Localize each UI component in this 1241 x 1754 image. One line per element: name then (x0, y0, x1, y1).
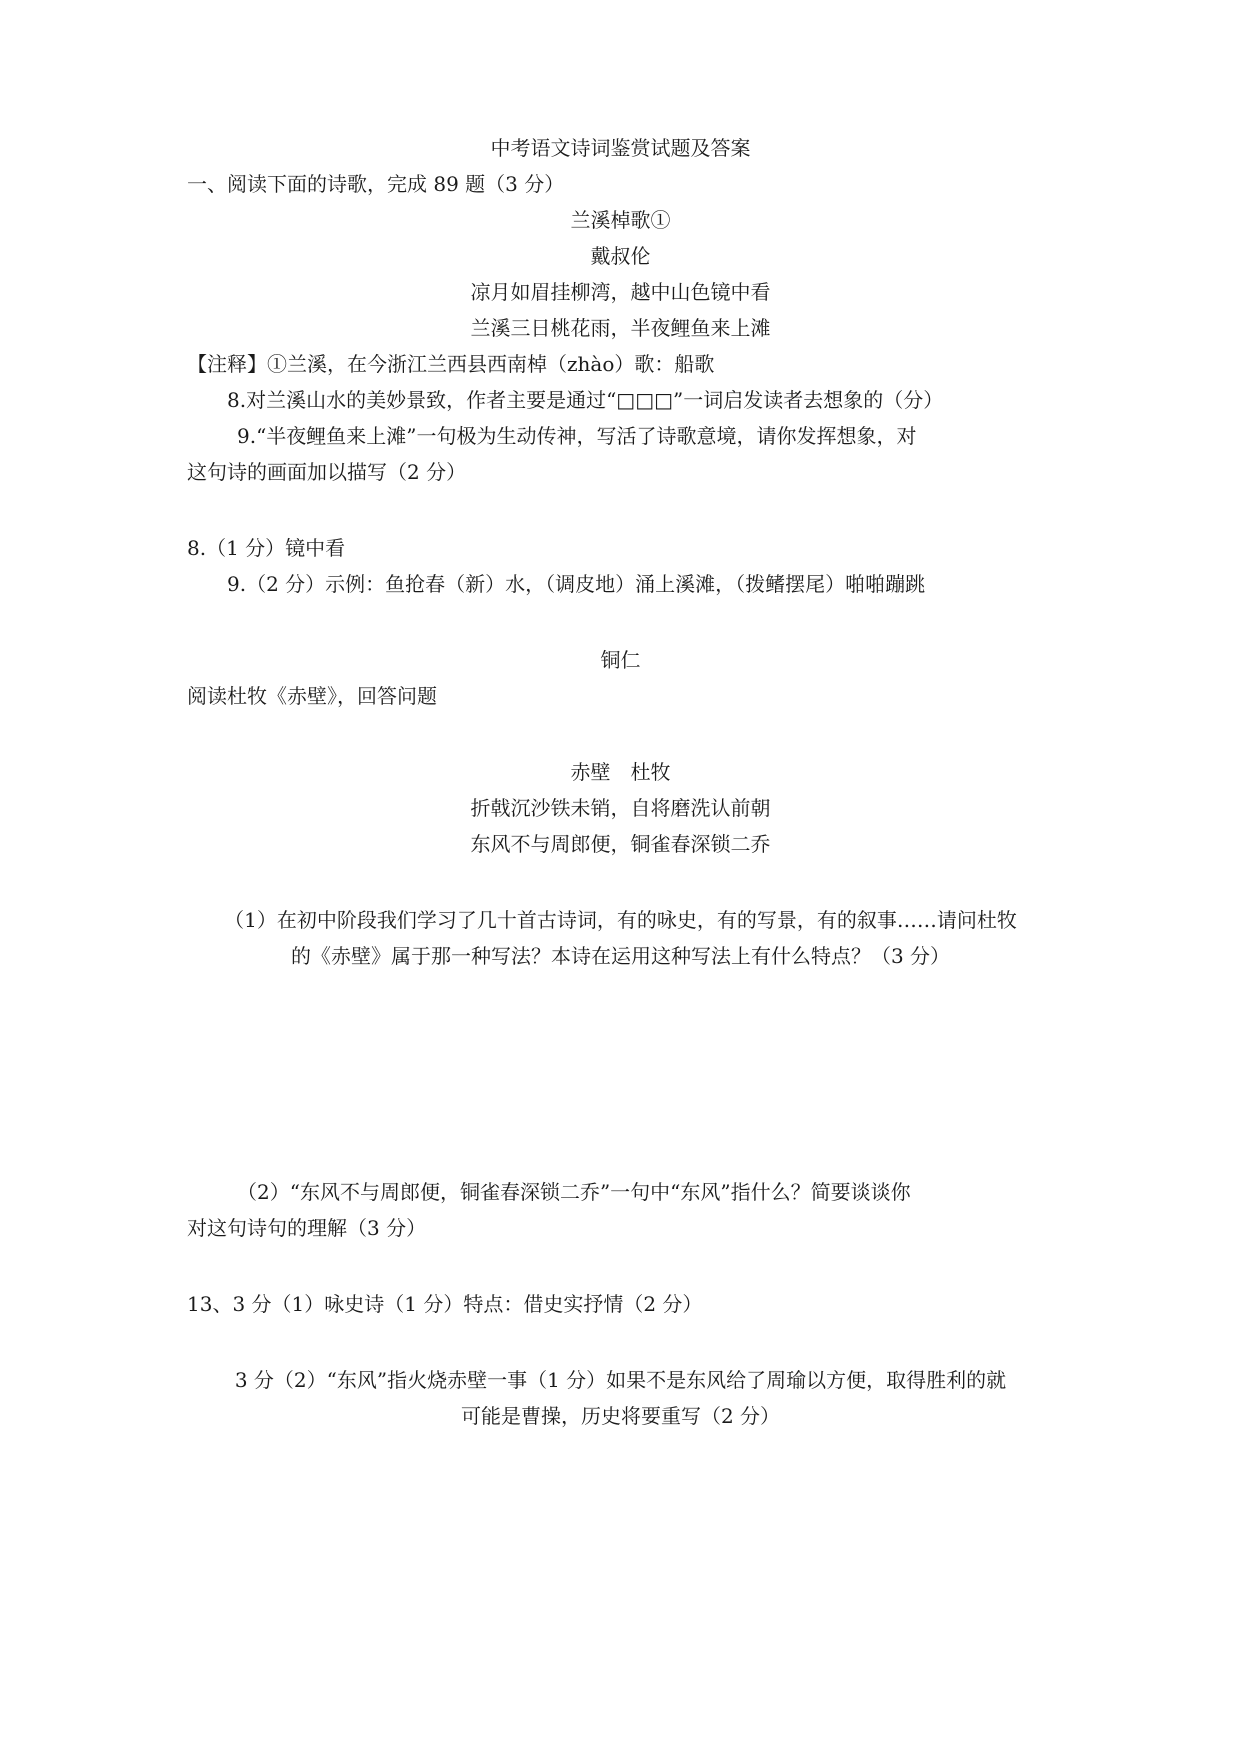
question-1-line1: （1）在初中阶段我们学习了几十首古诗词，有的咏史，有的写景，有的叙事……请问杜牧 (224, 908, 1017, 932)
answer-2-line2: 可能是曹操，历史将要重写（2 分） (460, 1404, 781, 1428)
region-label: 铜仁 (600, 648, 641, 672)
question-2-line2: 对这句诗句的理解（3 分） (187, 1216, 427, 1240)
poem2-line: 折戟沉沙铁未销，自将磨洗认前朝 (470, 796, 771, 820)
section1-instruction: 一、阅读下面的诗歌，完成 89 题（3 分） (187, 172, 565, 196)
question-9-line2: 这句诗的画面加以描写（2 分） (187, 460, 467, 484)
question-8: 8.对兰溪山水的美妙景致，作者主要是通过“□□□”一词启发读者去想象的（分） (227, 388, 944, 412)
poem1-author: 戴叔伦 (590, 244, 651, 268)
answer-13: 13、3 分（1）咏史诗（1 分）特点：借史实抒情（2 分） (187, 1292, 703, 1316)
question-1-line2: 的《赤壁》属于那一种写法？本诗在运用这种写法上有什么特点？（3 分） (290, 944, 951, 968)
poem1-line: 凉月如眉挂柳湾，越中山色镜中看 (470, 280, 771, 304)
poem1-line: 兰溪三日桃花雨，半夜鲤鱼来上滩 (470, 316, 771, 340)
answer-9: 9.（2 分）示例：鱼抢春（新）水，（调皮地）涌上溪滩，（拨鳍摆尾）啪啪蹦跳 (227, 572, 926, 596)
poem1-note: 【注释】①兰溪，在今浙江兰西县西南棹（zhào）歌：船歌 (187, 352, 715, 376)
poem2-title: 赤壁 杜牧 (570, 760, 671, 784)
page-title: 中考语文诗词鉴赏试题及答案 (490, 136, 751, 160)
poem2-line: 东风不与周郎便，铜雀春深锁二乔 (470, 832, 771, 856)
poem1-title: 兰溪棹歌① (570, 208, 671, 232)
question-9-line1: 9.“半夜鲤鱼来上滩”一句极为生动传神，写活了诗歌意境，请你发挥想象，对 (237, 424, 917, 448)
section2-instruction: 阅读杜牧《赤壁》，回答问题 (187, 684, 437, 708)
question-2-line1: （2）“东风不与周郎便，铜雀春深锁二乔”一句中“东风”指什么？简要谈谈你 (237, 1180, 911, 1204)
answer-8: 8.（1 分）镜中看 (187, 536, 346, 560)
answer-2-line1: 3 分（2）“东风”指火烧赤壁一事（1 分）如果不是东风给了周瑜以方便，取得胜利的就 (234, 1368, 1007, 1392)
